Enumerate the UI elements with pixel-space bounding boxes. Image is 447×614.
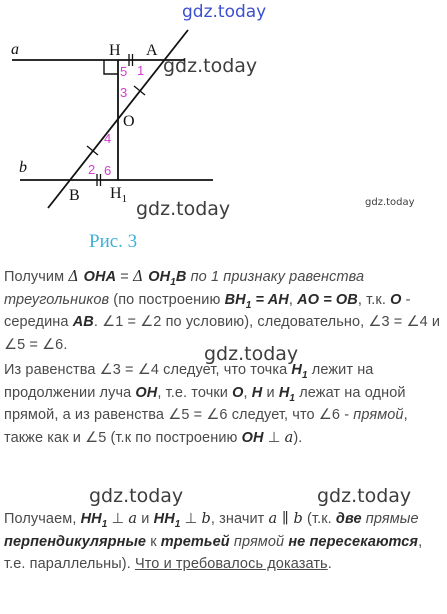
angle-2: 2	[88, 162, 96, 177]
label-point-o: O	[123, 113, 135, 130]
watermark-bottom-left: gdz.today	[89, 485, 184, 507]
watermark-figure-small: gdz.today	[365, 197, 415, 208]
label-point-h1: $H_1$	[110, 185, 128, 205]
watermark-mid: gdz.today	[204, 343, 299, 365]
angle-3: 3	[120, 85, 128, 100]
label-line-a: a	[11, 41, 19, 58]
label-point-b: B	[69, 187, 80, 204]
figure-caption-text: Рис. 3	[89, 231, 138, 252]
geometry-figure	[0, 0, 447, 232]
label-line-b: b	[19, 159, 27, 176]
watermark-top: gdz.today	[182, 2, 267, 22]
qed-text: Что и требовалось доказать	[134, 556, 328, 572]
paragraph-conclusion: Получаем, $HH_1$ ⊥ a и $HH_1$ ⊥ b, значит a ∥ b (т.к. две прямые перпендикулярные к третьей прямой не пересекаются, т.е. параллельны). Что и требовалось доказать.	[4, 511, 423, 572]
label-point-a: A	[146, 42, 158, 59]
watermark-bottom-right: gdz.today	[317, 485, 412, 507]
right-angle-mark	[104, 60, 118, 74]
angle-4: 4	[104, 131, 112, 146]
paragraph-proof-triangles: Получим Δ OHA = Δ $OH_1B$ по 1 признаку равенства треугольников (по построению $BH_1$ = AH, AO = OB, т.к. O - середина AB. ∠1 = ∠2 по условию), следовательно, ∠3 = ∠4 и ∠5 = ∠6.	[4, 269, 441, 353]
label-point-h: H	[109, 42, 121, 59]
paragraph-proof-collinear: Из равенства ∠3 = ∠4 следует, что точка $H_1$ лежит на продолжении луча OH, т.е. точки O, H и $H_1$ лежат на одной прямой, а из равенства ∠5 = ∠6 следует, что ∠6 - прямой, также как и ∠5 (т.к по построению OH ⊥ a).	[4, 362, 408, 446]
angle-1: 1	[137, 63, 145, 78]
watermark-figure-right: gdz.today	[163, 55, 258, 77]
watermark-figure-bottom: gdz.today	[136, 198, 231, 220]
angle-5: 5	[120, 64, 128, 79]
angle-6: 6	[104, 163, 112, 178]
